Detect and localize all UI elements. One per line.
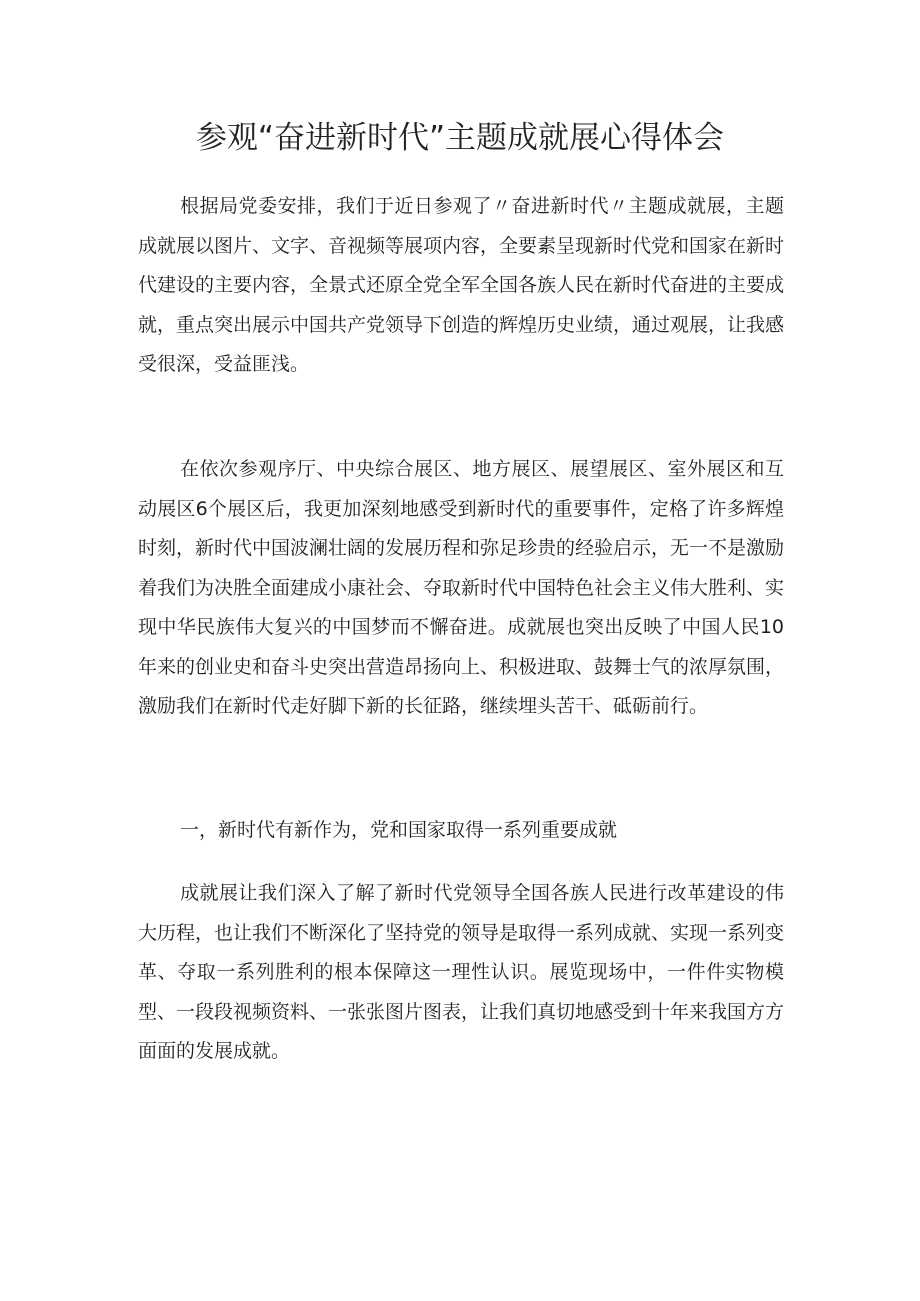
paragraph-intro: 根据局党委安排，我们于近日参观了〃奋进新时代〃主题成就展，主题成就展以图片、文字、音视频等展项内容，全要素呈现新时代党和国家在新时代建设的主要内容，全景式还原全党全军全国各族人民在新时代奋进的主要成就，重点突出展示中国共产党领导下创造的辉煌历史业绩，通过观展，让我感受很深，受益匪浅。 <box>138 195 785 375</box>
paragraph-exhibition-areas: 在依次参观序厅、中央综合展区、地方展区、展望展区、室外展区和互动展区6个展区后，我更加深刻地感受到新时代的重要事件，定格了许多辉煌时刻，新时代中国波澜壮阔的发展历程和弥足珍贵的经验启示，无一不是激励着我们为决胜全面建成小康社会、夺取新时代中国特色社会主义伟大胜利、实现中华民族伟大复兴的中国梦而不懈奋进。成就展也突出反映了中国人民10年来的创业史和奋斗史突出营造昂扬向上、积极进取、鼓舞士气的浓厚氛围，激励我们在新时代走好脚下新的长征路，继续埋头苦干、砥砺前行。 <box>138 458 785 717</box>
document-title: 参观“奋进新时代”主题成就展心得体会 <box>195 120 725 156</box>
section-heading-one: 一，新时代有新作为，党和国家取得一系列重要成就 <box>180 819 618 841</box>
paragraph-achievements: 成就展让我们深入了解了新时代党领导全国各族人民进行改革建设的伟大历程，也让我们不断深化了坚持党的领导是取得一系列成就、实现一系列变革、夺取一系列胜利的根本保障这一理性认识。展览现场中，一件件实物模型、一段段视频资料、一张张图片图表，让我们真切地感受到十年来我国方方面面的发展成就。 <box>138 882 785 1062</box>
